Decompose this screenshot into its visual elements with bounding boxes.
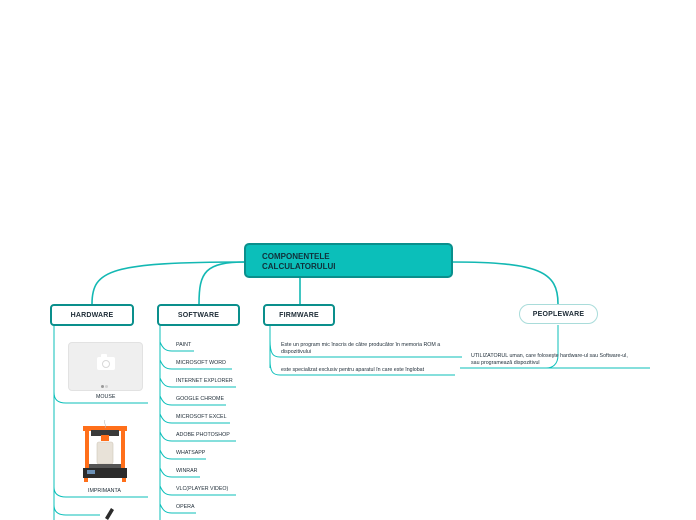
link-hardware-more	[54, 505, 100, 515]
link-root-software	[199, 262, 246, 304]
software-item-adobe-photoshop: ADOBE PHOTOSHOP	[176, 432, 230, 438]
camera-icon	[97, 357, 115, 370]
software-item-vlc: VLC(PLAYER VIDEO)	[176, 486, 229, 492]
software-item-paint: PAINT	[176, 342, 192, 348]
software-item-opera: OPERA	[176, 504, 195, 510]
image-dots	[101, 375, 111, 378]
software-item-microsoft-excel: MICROSOFT EXCEL	[176, 414, 227, 420]
hardware-node[interactable]	[50, 304, 134, 326]
firmware-node[interactable]	[263, 304, 335, 326]
peopleware-node[interactable]	[519, 304, 598, 324]
software-node[interactable]	[157, 304, 240, 326]
printer-icon	[79, 420, 131, 486]
peopleware-item-user: UTILIZATORUL uman, care foloseşte hardware-ul sau Software-ul, sau programează dispozitivul	[471, 353, 628, 366]
peopleware-label: PEOPLEWARE	[532, 310, 585, 318]
hardware-label: HARDWARE	[70, 311, 114, 319]
firmware-label: FIRMWARE	[279, 311, 319, 319]
software-item-winrar: WINRAR	[176, 468, 198, 474]
keyboard-edge-icon	[102, 508, 116, 520]
mouse-image-placeholder	[68, 342, 143, 391]
root-label: COMPONENTELE CALCULATORULUI	[262, 252, 336, 271]
software-item-google-chrome: GOOGLE CHROME	[176, 396, 224, 402]
link-root-peopleware	[451, 262, 558, 304]
software-item-whatsapp: WHATSAPP	[176, 450, 206, 456]
software-item-microsoft-word: MICROSOFT WORD	[176, 360, 226, 366]
firmware-item-definition: Este un program mic înscris de către producător în memoria ROM a dispozitivului	[281, 342, 441, 355]
software-label: SOFTWARE	[177, 311, 220, 319]
link-root-hardware	[92, 262, 246, 304]
software-item-internet-explorer: INTERNET EXPLORER	[176, 378, 233, 384]
firmware-item-specialized: este specializat exclusiv pentru aparatul în care este înglobat	[281, 367, 425, 373]
root-node[interactable]	[244, 243, 453, 278]
hardware-item-mouse: MOUSE	[96, 394, 116, 400]
hardware-item-imprimanta: IMPRIMANTA	[88, 488, 121, 494]
